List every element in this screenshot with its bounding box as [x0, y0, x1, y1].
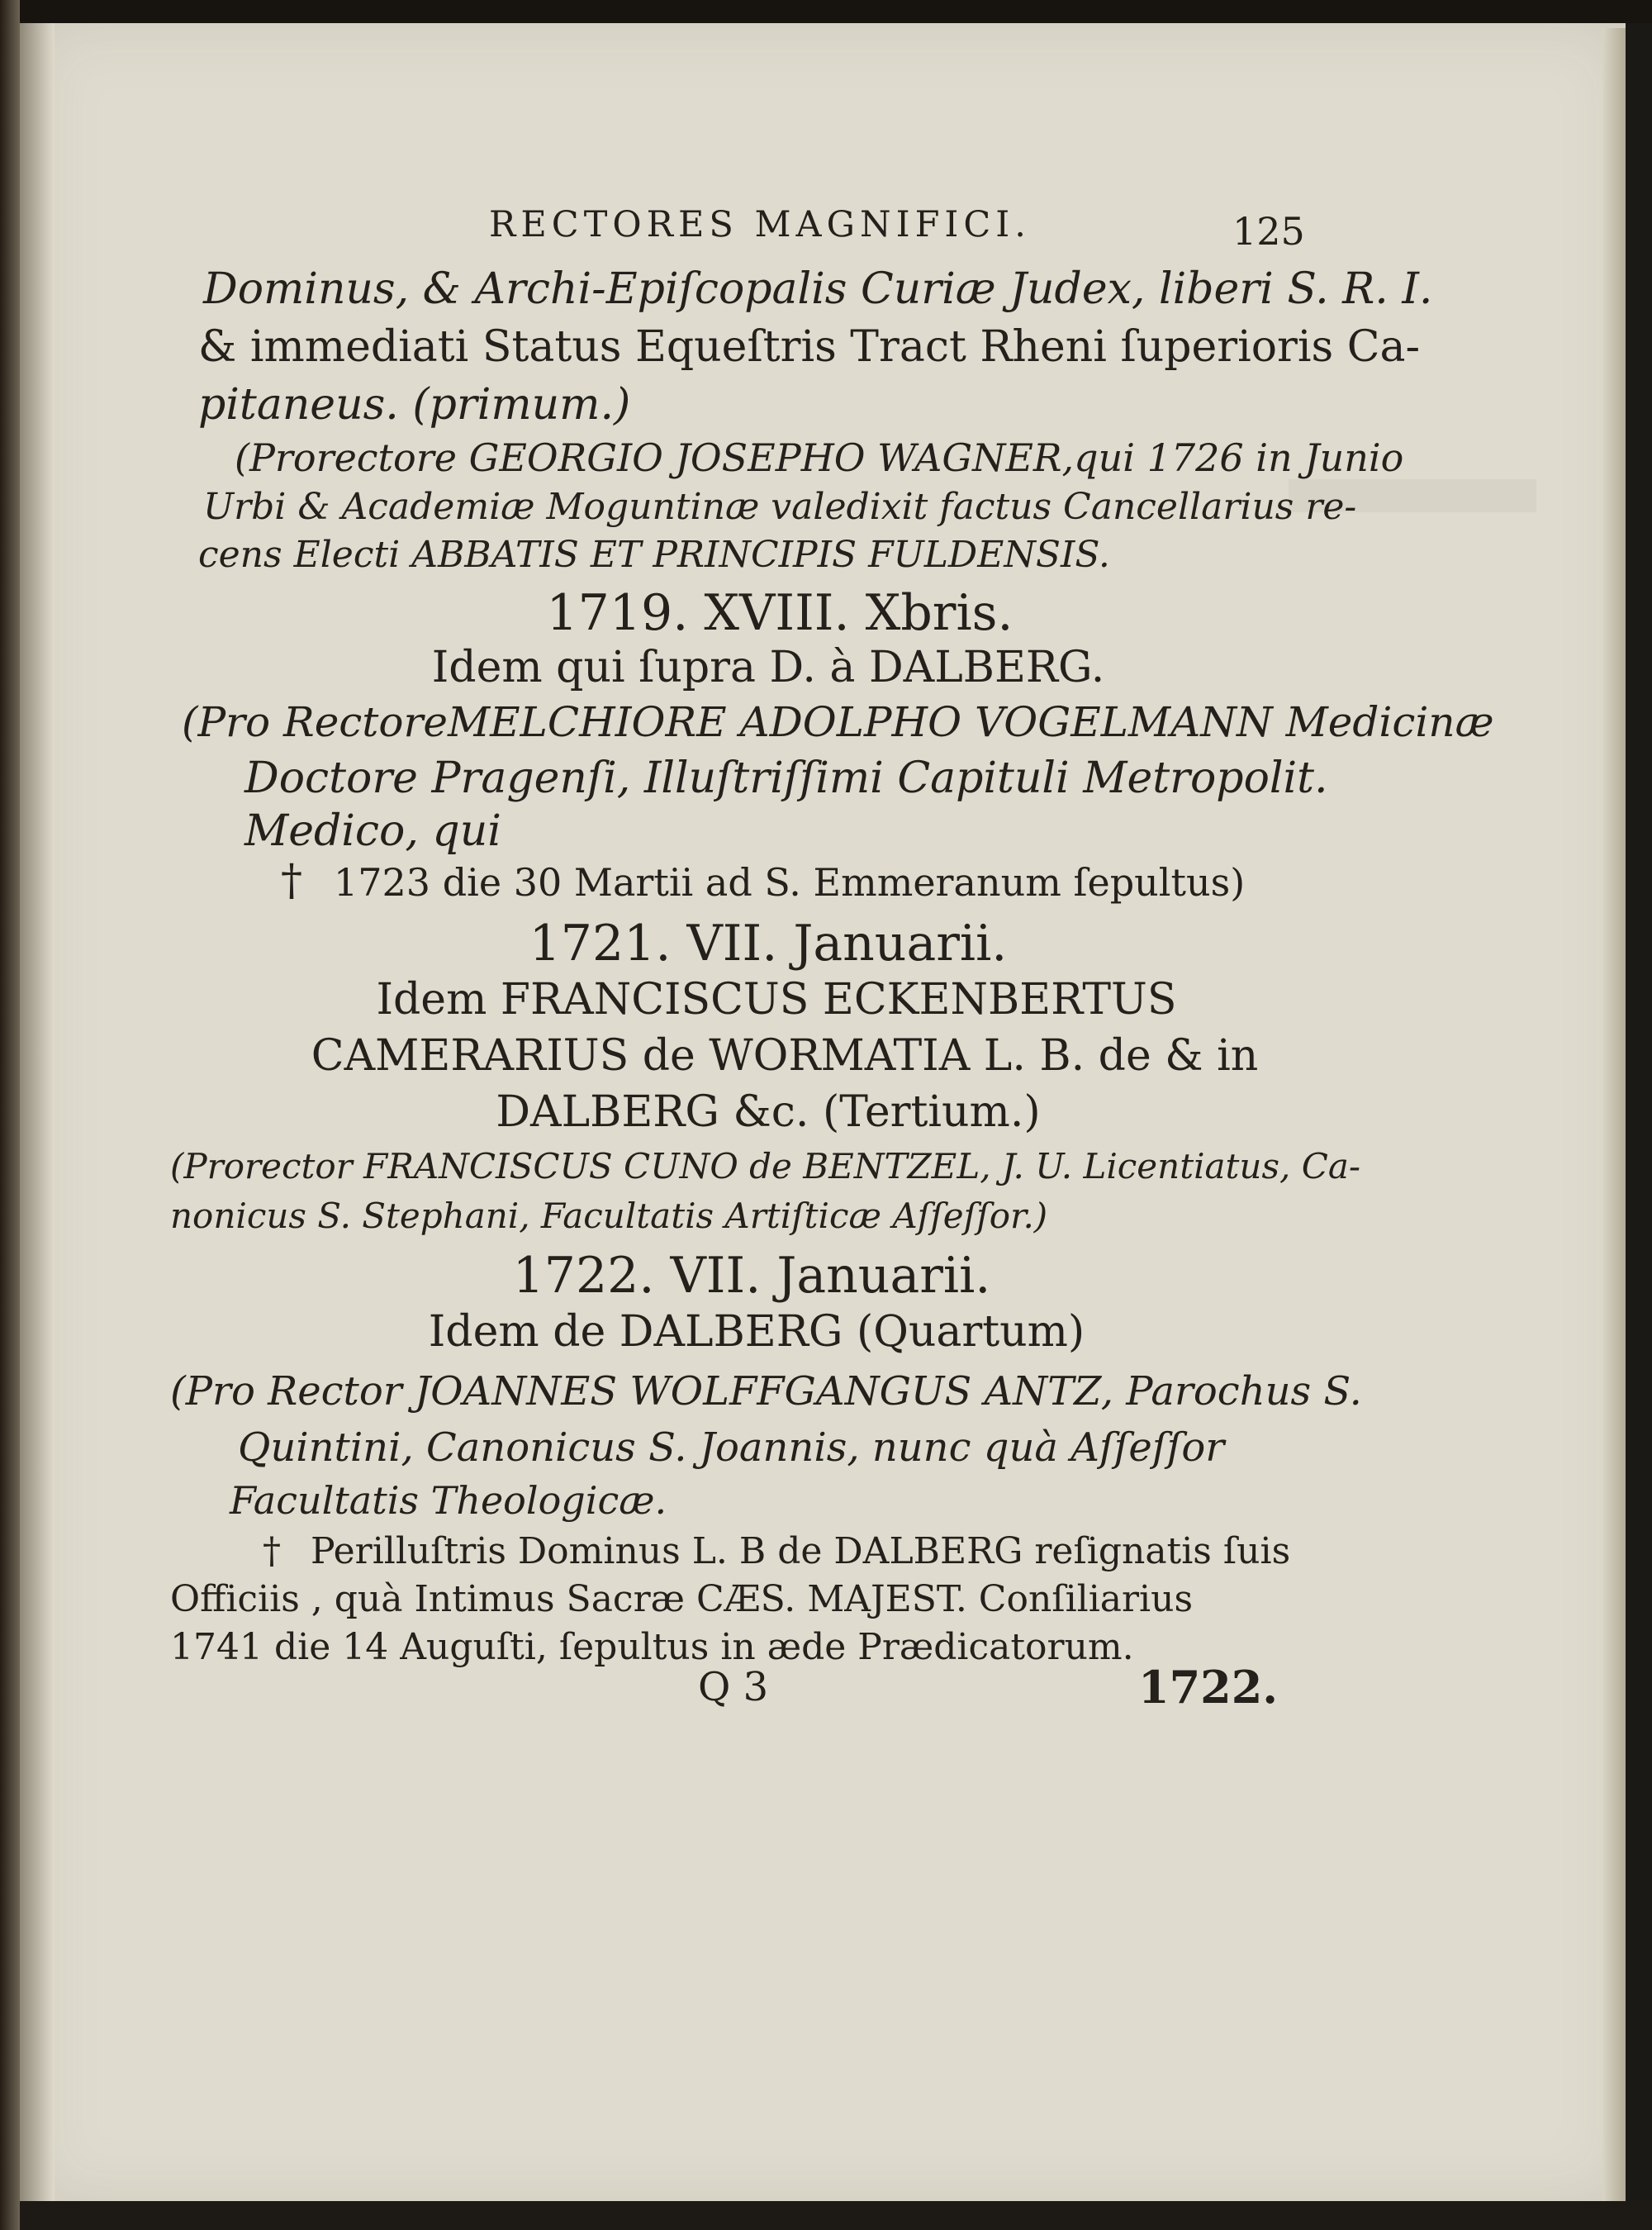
text-line: CAMERARIUS de WORMATIA L. B. de & in	[311, 1031, 1259, 1081]
text-line: Facultatis Theologicæ.	[230, 1478, 667, 1523]
dagger-icon: †	[263, 1530, 281, 1572]
text-line: Perilluſtris Dominus L. B de DALBERG reſignatis ſuis	[311, 1530, 1291, 1572]
text-line: Idem FRANCISCUS ECKENBERTUS	[376, 975, 1177, 1025]
catchword: 1722.	[1138, 1661, 1279, 1714]
scan-border-top	[0, 0, 1652, 23]
dagger-icon: †	[281, 856, 302, 906]
text-line: Urbi & Academiæ Moguntinæ valedixit factus Cancellarius re-	[203, 486, 1357, 528]
paper-edge	[1602, 28, 1626, 2201]
text-line: pitaneus. (primum.)	[198, 380, 631, 430]
running-title: RECTORES MAGNIFICI.	[489, 204, 1031, 245]
year-heading: 1721. VII. Januarii.	[529, 915, 1008, 972]
text-line: 1723 die 30 Martii ad S. Emmeranum ſepultus)	[334, 860, 1246, 905]
text-line: (Prorectore GEORGIO JOSEPHO WAGNER,qui 1726 in Junio	[235, 435, 1404, 480]
text-line: 1741 die 14 Auguſti, ſepultus in æde Prædicatorum.	[170, 1626, 1134, 1668]
page-number: 125	[1232, 209, 1305, 254]
text-line: Officiis , quà Intimus Sacræ CÆS. MAJEST. Conſiliarius	[170, 1578, 1194, 1620]
text-line: Idem de DALBERG (Quartum)	[428, 1307, 1085, 1357]
text-line: (Pro Rector JOANNES WOLFFGANGUS ANTZ, Parochus S.	[170, 1368, 1362, 1415]
signature-mark: Q 3	[698, 1664, 769, 1710]
text-line: Quintini, Canonicus S. Joannis, nunc quà Aſſeſſor	[238, 1424, 1225, 1471]
text-line: Dominus, & Archi-Epiſcopalis Curiæ Judex, liberi S. R. I.	[203, 264, 1433, 314]
text-line: nonicus S. Stephani, Facultatis Artiſticæ Aſſeſſor.)	[170, 1196, 1048, 1236]
text-line: DALBERG &c. (Tertium.)	[496, 1087, 1041, 1137]
text-line: Idem qui ſupra D. à DALBERG.	[431, 643, 1105, 692]
year-heading: 1719. XVIII. Xbris.	[546, 584, 1014, 642]
text-line: cens Electi ABBATIS ET PRINCIPIS FULDENSIS.	[198, 534, 1110, 576]
text-line: (Pro RectoreMELCHIORE ADOLPHO VOGELMANN Medicinæ	[182, 698, 1494, 746]
text-line: Medico, qui	[244, 806, 501, 856]
year-heading: 1722. VII. Januarii.	[512, 1247, 991, 1305]
text-line: Doctore Pragenſi, Illuſtriſſimi Capituli Metropolit.	[244, 754, 1328, 803]
text-line: (Prorector FRANCISCUS CUNO de BENTZEL, J. U. Licentiatus, Ca-	[170, 1146, 1361, 1186]
scan-border-bottom	[20, 2201, 1652, 2230]
text-line: & immediati Status Equeſtris Tract Rheni ſuperioris Ca-	[198, 322, 1421, 372]
